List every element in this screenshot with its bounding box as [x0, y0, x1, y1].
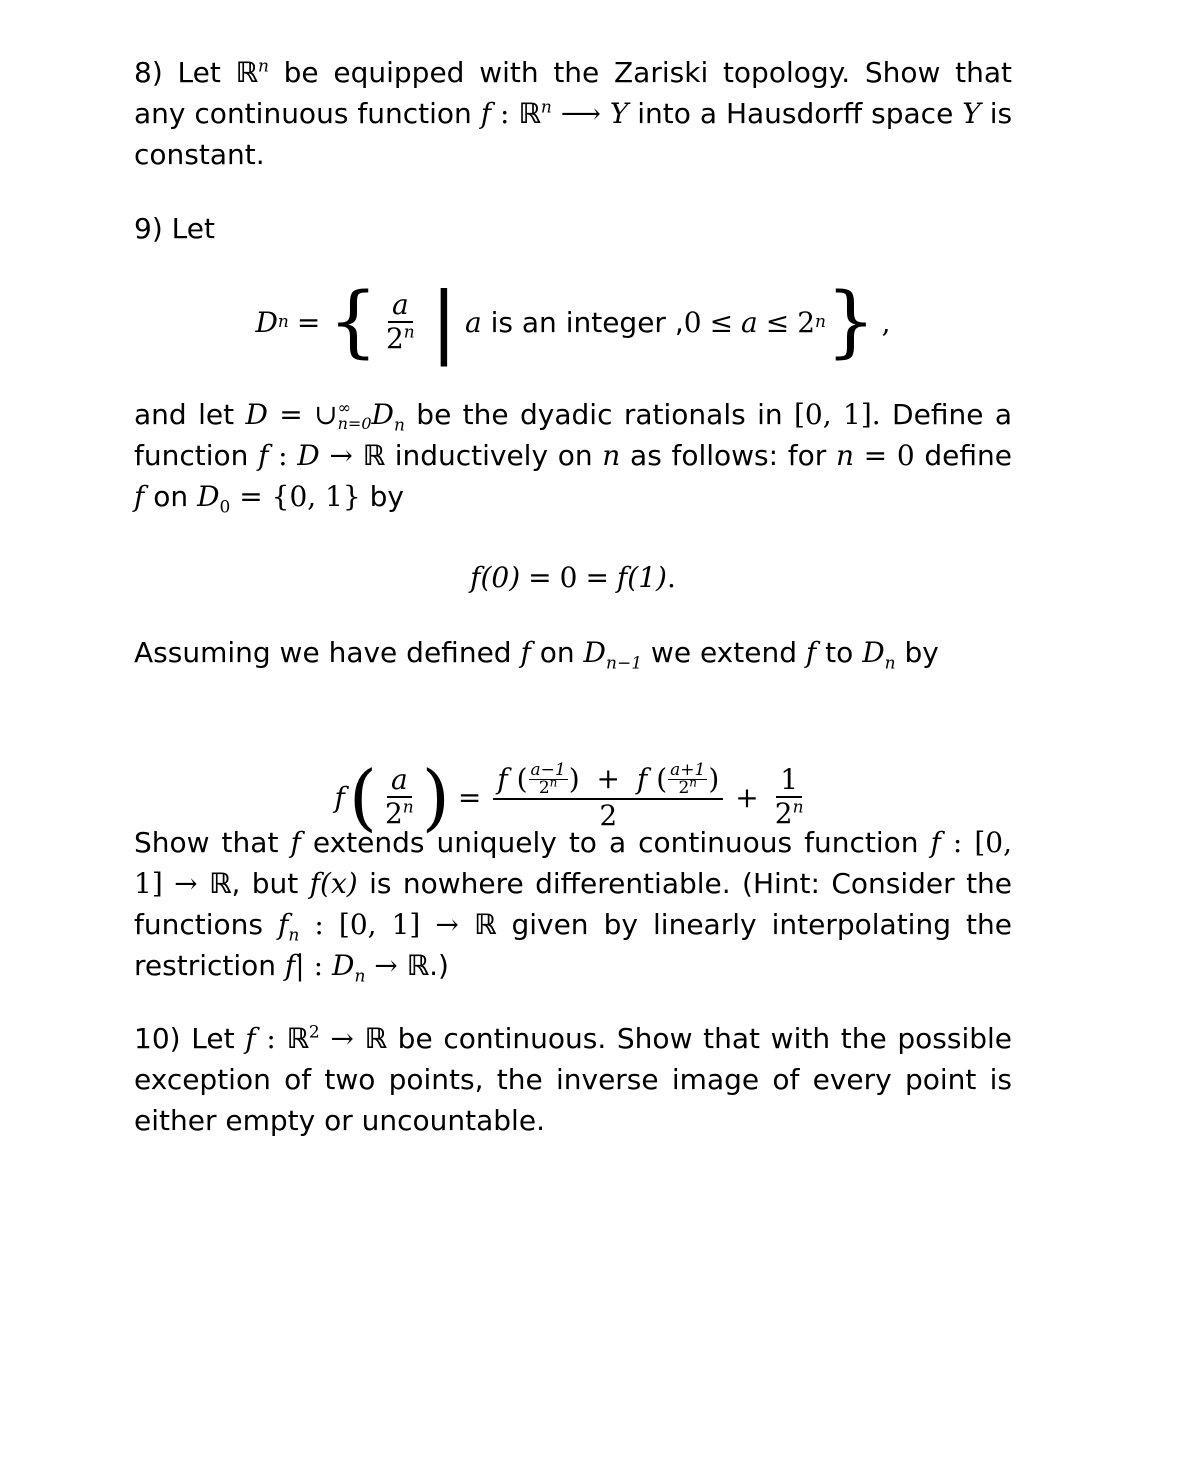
equation-dyadic-set: D n = { $\frac{a}{2^n}$ | a is an integer , 0 ≤ a ≤ 2 n } ,	[255, 277, 891, 367]
problem-10: 10) Let f : ℝ$^2$ → ℝ be continuous. Show that with the possible exception of two points, the inverse image of every point is either empty or uncountable.	[134, 1022, 1013, 1137]
set-fraction: $\frac{a}{2^n}$	[385, 287, 415, 355]
problem-9-task: Show that f extends uniquely to a continuous function f : [0, 1] → ℝ, but f(x) is nowhere differentiable. (Hint: Consider the functions $f_n$ : [0, 1] → ℝ given by linearly interpolating the restriction f| : $D_n$ → ℝ.)	[134, 826, 1013, 987]
problem-9-definition: and let D = ∪ ∞ n=0 $D_n$ be the dyadic rationals in [0, 1]. Define a function f : D → ℝ inductively on n as follows: for n = 0 define f on $D_0 = \{0$, 1} by	[134, 398, 1012, 518]
problem-9-intro: 9) Let	[134, 212, 215, 245]
average-fraction: f ( $\frac{a-1}{2^n}$ ) + f ( $\frac{a+1}{2^n}$ ) 2	[493, 762, 723, 833]
problem-9-number: 9)	[134, 212, 163, 245]
problem-8-number: 8)	[134, 56, 163, 89]
problem-8: 8) Let ℝ$^n$ be equipped with the Zariski topology. Show that any continuous function f : ℝ$^n$ ⟶ Y into a Hausdorff space Y is constant.	[134, 56, 1013, 171]
equation-base-case: f(0) = 0 = f(1) .	[470, 560, 676, 594]
problem-10-number: 10)	[134, 1022, 181, 1055]
problem-9-induction: Assuming we have defined f on $D_{n-1}$ we extend f to $D_n$ by	[134, 636, 939, 674]
equation-recursive: f ( $\frac{a}{2^n}$ ) = f ( $\frac{a-1}{2^n}$ ) + f ( $\frac{a+1}{2^n}$ ) 2 + $\frac{1}{2^n}$	[334, 755, 804, 839]
